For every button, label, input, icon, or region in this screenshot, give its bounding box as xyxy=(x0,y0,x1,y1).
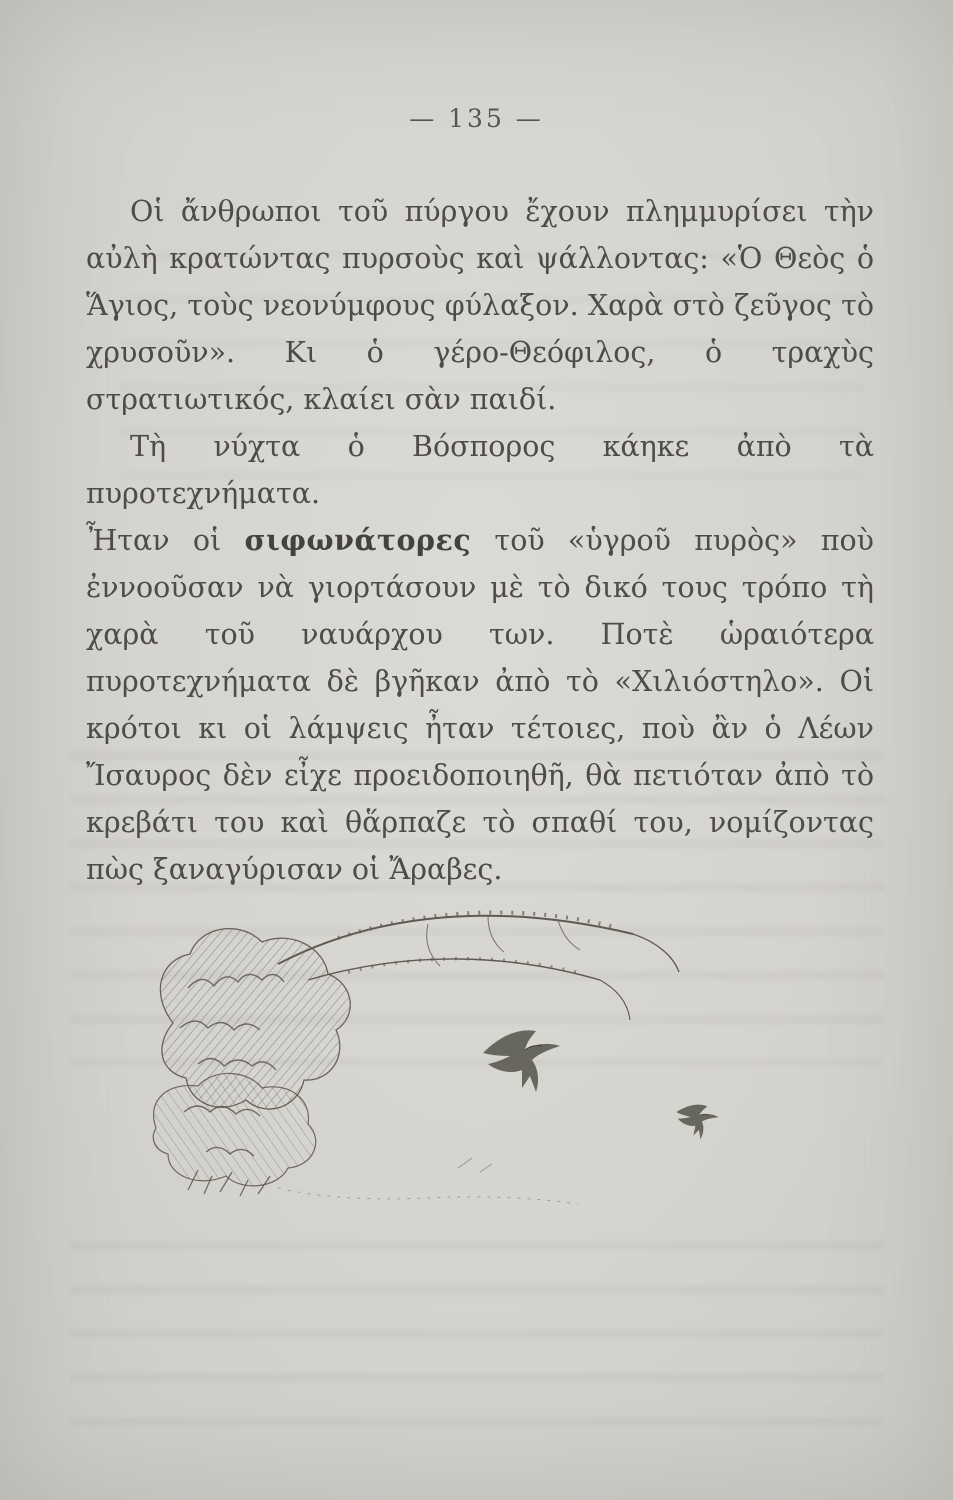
paragraph: Τὴ νύχτα ὁ Βόσπορος κάηκε ἀπὸ τὰ πυροτεχνήματα. xyxy=(86,430,874,510)
swallow-small xyxy=(672,1100,720,1142)
text-block xyxy=(86,188,874,893)
paragraph: Οἱ ἄνθρωποι τοῦ πύργου ἔχουν πλημμυρίσει τὴν αὐλὴ κρατώντας πυρσοὺς καὶ ψάλλοντας: «Ὁ Θεὸς ὁ Ἅγιος, τοὺς νεονύμφους φύλαξον. Χαρὰ στὸ ζεῦγος τὸ χρυσοῦν». Κι ὁ γέρο-Θεόφιλος, ὁ τραχὺς στρατιωτικός, κλαίει σὰν παιδί. xyxy=(86,195,874,416)
paragraph-text: τοῦ «ὑγροῦ πυρὸς» ποὺ ἐννοοῦσαν νὰ γιορτάσουν μὲ τὸ δικό τους τρόπο τὴ χαρὰ τοῦ ναυάρχου των. Ποτὲ ὡραιότερα πυροτεχνήματα δὲ βγῆκαν ἀπὸ τὸ «Χιλιόστηλο». Οἱ κρότοι κι οἱ λάμψεις ἦταν τέτοιες, ποὺ ἂν ὁ Λέων Ἴσαυρος δὲν εἶχε προειδοποιηθῆ, θὰ πετιόταν ἀπὸ τὸ κρεβάτι του καὶ θἅρπαζε τὸ σπαθί του, νομίζοντας πὼς ξαναγύρισαν οἱ Ἄραβες. xyxy=(86,524,875,886)
swallows-sketch-illustration xyxy=(128,868,748,1220)
birds-sketch-svg xyxy=(128,868,748,1220)
page-number: — 135 — xyxy=(409,104,544,133)
emphasized-word: σιφωνάτορες xyxy=(244,523,472,557)
reverse-page-showthrough xyxy=(70,1225,883,1455)
paragraph-text: Ἦταν οἱ xyxy=(86,524,245,557)
swallow-large xyxy=(483,1030,560,1092)
paragraph xyxy=(86,517,874,893)
